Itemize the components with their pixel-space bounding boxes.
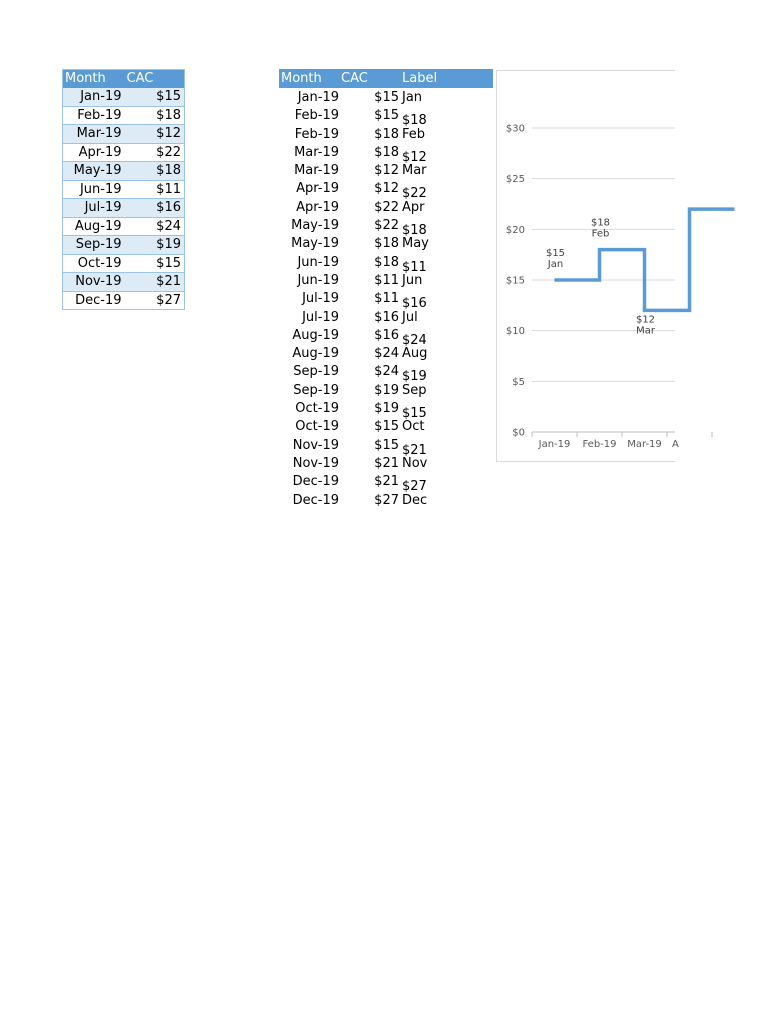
cell-label[interactable]: $18 bbox=[402, 223, 427, 239]
table-row bbox=[279, 107, 493, 129]
cell-cac[interactable]: $15 bbox=[374, 108, 399, 124]
y-tick-label: $10 bbox=[505, 326, 525, 338]
cell-cac[interactable]: $24 bbox=[374, 364, 399, 380]
cell-month[interactable]: Dec-19 bbox=[63, 291, 125, 310]
cell-month[interactable]: Sep-19 bbox=[293, 364, 339, 380]
table-row bbox=[279, 126, 493, 144]
y-tick-label: $20 bbox=[505, 224, 525, 236]
table-row bbox=[279, 473, 493, 495]
cell-label[interactable]: Nov bbox=[402, 455, 428, 471]
table-row bbox=[63, 88, 185, 106]
cell-month[interactable]: Apr-19 bbox=[296, 181, 339, 197]
table-row bbox=[63, 143, 185, 162]
cell-label[interactable]: $11 bbox=[402, 259, 427, 275]
cell-month[interactable]: Mar-19 bbox=[294, 163, 339, 179]
cell-month[interactable]: Nov-19 bbox=[63, 273, 125, 292]
column-header-label[interactable]: Label bbox=[402, 71, 438, 86]
x-tick-label: Jan-19 bbox=[538, 439, 571, 450]
cell-month[interactable]: Feb-19 bbox=[63, 106, 125, 125]
cell-label[interactable]: $27 bbox=[402, 479, 427, 495]
chart-plot bbox=[497, 71, 679, 461]
series-step-line bbox=[555, 209, 735, 310]
table-row bbox=[279, 400, 493, 422]
table-row bbox=[279, 327, 493, 348]
cell-label[interactable]: $16 bbox=[402, 296, 427, 312]
table-row bbox=[63, 254, 185, 273]
cell-cac[interactable]: $22 bbox=[125, 143, 185, 162]
cell-month[interactable]: Sep-19 bbox=[63, 236, 125, 255]
cell-month[interactable]: Jul-19 bbox=[63, 199, 125, 218]
cell-cac[interactable]: $24 bbox=[125, 217, 185, 236]
cell-month[interactable]: May-19 bbox=[291, 236, 339, 252]
cell-month[interactable]: Jun-19 bbox=[63, 180, 125, 199]
cell-cac[interactable]: $15 bbox=[374, 437, 399, 453]
table-header-row bbox=[63, 70, 185, 89]
cell-cac[interactable]: $27 bbox=[125, 291, 185, 310]
table-row bbox=[279, 272, 493, 290]
table-row bbox=[63, 199, 185, 218]
table-row bbox=[279, 235, 493, 253]
cell-label[interactable]: $24 bbox=[402, 332, 427, 348]
cell-month[interactable]: Mar-19 bbox=[63, 125, 125, 144]
table-row bbox=[279, 254, 493, 275]
data-label-value: $18 bbox=[590, 217, 611, 229]
cell-cac[interactable]: $21 bbox=[374, 474, 399, 490]
cell-month[interactable]: May-19 bbox=[63, 162, 125, 181]
cell-label[interactable]: Mar bbox=[402, 163, 427, 179]
cell-label[interactable]: $19 bbox=[402, 369, 427, 385]
data-label-month: Feb bbox=[591, 228, 610, 240]
table-row bbox=[279, 455, 493, 473]
cell-cac[interactable]: $15 bbox=[125, 88, 185, 106]
table-row bbox=[63, 125, 185, 144]
table-row bbox=[279, 418, 493, 436]
cell-cac[interactable]: $12 bbox=[374, 163, 399, 179]
x-tick-label: Feb-19 bbox=[582, 439, 617, 450]
cell-cac[interactable]: $16 bbox=[125, 199, 185, 218]
table-row bbox=[279, 345, 493, 363]
cell-label[interactable]: Dec bbox=[402, 492, 428, 508]
cell-cac[interactable]: $24 bbox=[374, 346, 399, 362]
cell-month[interactable]: Nov-19 bbox=[292, 455, 339, 471]
cell-label[interactable]: Sep bbox=[402, 382, 427, 398]
cell-month[interactable]: Nov-19 bbox=[292, 437, 339, 453]
table-row bbox=[279, 290, 493, 312]
cell-cac[interactable]: $18 bbox=[374, 254, 399, 270]
cell-month[interactable]: Dec-19 bbox=[292, 492, 339, 508]
cell-month[interactable]: Jan-19 bbox=[297, 90, 339, 105]
cell-month[interactable]: Aug-19 bbox=[63, 217, 125, 236]
cell-cac[interactable]: $11 bbox=[125, 180, 185, 199]
cell-cac[interactable]: $12 bbox=[374, 181, 399, 197]
cell-month[interactable]: Jul-19 bbox=[302, 309, 339, 325]
cell-cac[interactable]: $15 bbox=[374, 90, 399, 105]
cell-month[interactable]: Jan-19 bbox=[63, 88, 125, 106]
y-tick-label: $15 bbox=[505, 275, 525, 287]
cell-cac[interactable]: $18 bbox=[125, 162, 185, 181]
cell-label[interactable]: Feb bbox=[402, 126, 426, 142]
table-row bbox=[279, 382, 493, 400]
table-row bbox=[63, 236, 185, 255]
cell-label[interactable]: $21 bbox=[402, 442, 427, 458]
column-header-month[interactable]: Month bbox=[63, 70, 125, 89]
table-row bbox=[63, 273, 185, 292]
cell-month[interactable]: Aug-19 bbox=[292, 346, 339, 362]
cell-label[interactable]: Oct bbox=[402, 419, 425, 435]
cell-month[interactable]: Oct-19 bbox=[63, 254, 125, 273]
cell-cac[interactable]: $15 bbox=[125, 254, 185, 273]
column-header-month[interactable]: Month bbox=[281, 71, 322, 86]
y-tick-label: $0 bbox=[512, 427, 525, 439]
cell-month[interactable]: May-19 bbox=[291, 218, 339, 234]
label-table-header bbox=[279, 69, 493, 88]
cell-month[interactable]: Apr-19 bbox=[296, 199, 339, 215]
cell-month[interactable]: Mar-19 bbox=[294, 144, 339, 160]
table-row bbox=[63, 291, 185, 310]
cell-month[interactable]: Apr-19 bbox=[63, 143, 125, 162]
table-row bbox=[279, 89, 493, 107]
y-tick-label: $30 bbox=[505, 123, 525, 135]
cell-label[interactable]: Jul bbox=[402, 309, 418, 325]
cell-month[interactable]: Feb-19 bbox=[294, 108, 339, 124]
table-row bbox=[279, 437, 493, 458]
cac-table bbox=[62, 69, 185, 310]
table-row bbox=[279, 162, 493, 180]
cell-month[interactable]: Jun-19 bbox=[297, 272, 339, 288]
column-header-cac[interactable]: CAC bbox=[341, 71, 368, 86]
cell-cac[interactable]: $15 bbox=[374, 419, 399, 435]
cell-month[interactable]: Feb-19 bbox=[294, 126, 339, 142]
cell-cac[interactable]: $12 bbox=[125, 125, 185, 144]
data-label-value: $12 bbox=[635, 314, 656, 326]
cell-month[interactable]: Sep-19 bbox=[293, 382, 339, 398]
cell-month[interactable]: Oct-19 bbox=[295, 419, 339, 435]
table-row bbox=[63, 162, 185, 181]
table-row bbox=[279, 199, 493, 217]
label-table bbox=[279, 89, 493, 510]
cell-label[interactable]: $12 bbox=[402, 149, 427, 165]
cell-cac[interactable]: $19 bbox=[374, 382, 399, 398]
cell-cac[interactable]: $18 bbox=[125, 106, 185, 125]
table-row bbox=[279, 144, 493, 165]
cell-cac[interactable]: $19 bbox=[374, 401, 399, 417]
cell-month[interactable]: Jul-19 bbox=[302, 291, 339, 307]
cell-cac[interactable]: $27 bbox=[374, 492, 399, 508]
cell-month[interactable]: Aug-19 bbox=[292, 327, 339, 343]
cell-cac[interactable]: $11 bbox=[374, 272, 399, 288]
y-tick-label: $25 bbox=[505, 174, 525, 186]
table-row bbox=[279, 217, 493, 239]
cell-cac[interactable]: $16 bbox=[374, 309, 399, 325]
cell-cac[interactable]: $18 bbox=[374, 236, 399, 252]
cell-label[interactable]: Jan bbox=[402, 90, 423, 105]
y-tick-label: $5 bbox=[512, 376, 525, 388]
table-row bbox=[63, 217, 185, 236]
cell-label[interactable]: $18 bbox=[402, 113, 427, 129]
cell-cac[interactable]: $18 bbox=[374, 144, 399, 160]
cell-cac[interactable]: $11 bbox=[374, 291, 399, 307]
cell-cac[interactable]: $22 bbox=[374, 218, 399, 234]
table-row bbox=[279, 363, 493, 385]
table-row bbox=[279, 309, 493, 327]
table-row bbox=[63, 180, 185, 199]
cell-cac[interactable]: $19 bbox=[125, 236, 185, 255]
cell-cac[interactable]: $21 bbox=[125, 273, 185, 292]
table-row bbox=[279, 492, 493, 510]
column-header-cac[interactable]: CAC bbox=[125, 70, 185, 89]
cell-month[interactable]: Dec-19 bbox=[292, 474, 339, 490]
cell-label[interactable]: Jun bbox=[402, 272, 423, 288]
x-tick-label-clipped: A bbox=[672, 439, 679, 450]
cell-cac[interactable]: $18 bbox=[374, 126, 399, 142]
cell-label[interactable]: Aug bbox=[402, 346, 428, 362]
cell-label[interactable]: May bbox=[402, 236, 429, 252]
data-label-month: Jan bbox=[547, 259, 564, 270]
step-chart[interactable] bbox=[496, 70, 679, 462]
data-label-value: $15 bbox=[545, 248, 566, 259]
table-row bbox=[63, 106, 185, 125]
cell-month[interactable]: Jun-19 bbox=[297, 254, 339, 270]
x-tick-label: Mar-19 bbox=[627, 439, 662, 450]
data-label-month: Mar bbox=[636, 325, 655, 337]
cell-cac[interactable]: $21 bbox=[374, 455, 399, 471]
table-row bbox=[279, 180, 493, 202]
cell-month[interactable]: Oct-19 bbox=[295, 401, 339, 417]
cell-label[interactable]: Apr bbox=[402, 199, 425, 215]
cell-label[interactable]: $22 bbox=[402, 186, 427, 202]
cell-cac[interactable]: $16 bbox=[374, 327, 399, 343]
cell-label[interactable]: $15 bbox=[402, 406, 427, 422]
cell-cac[interactable]: $22 bbox=[374, 199, 399, 215]
